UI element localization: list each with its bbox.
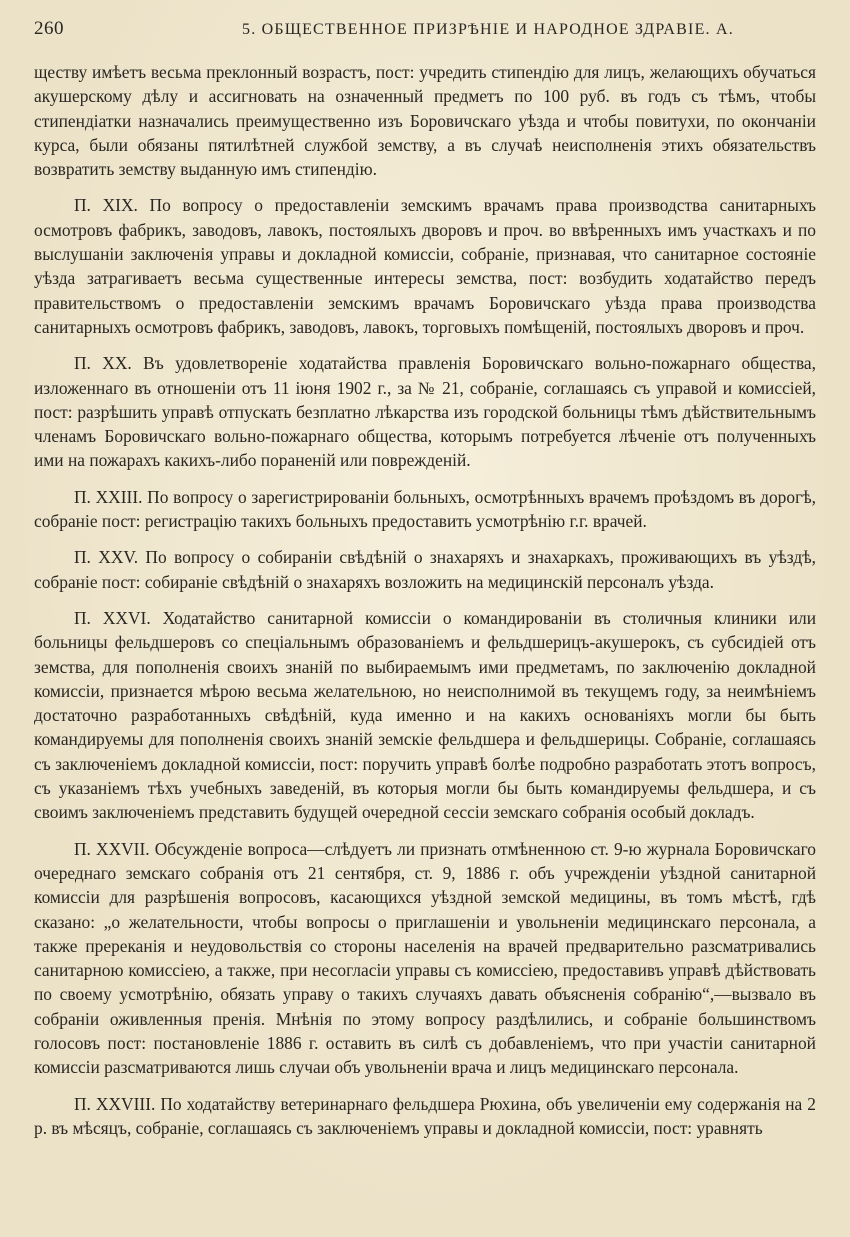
paragraph-item-26: П. XXVI. Ходатайство санитарной комиссіи о командированіи въ столичныя клиники или больницы фельдшеровъ со спеціальнымъ образованіемъ и фельдшерицъ-акушерокъ, съ субсидіей отъ земства, для пополненія своихъ знаній по выбираемымъ ими предметамъ, по заключенію докладной комиссіи, признается мѣрою весьма желательною, но неисполнимой въ текущемъ году, за неимѣніемъ достаточно разработанныхъ свѣдѣній, куда именно и на какихъ основаніяхъ могли бы быть командируемы для пополненія своихъ знаній земскіе фельдшера и фельдшерицы. Собраніе, соглашаясь съ заключеніемъ докладной комиссіи, пост: поручить управѣ болѣе подробно разработать этотъ вопросъ, съ указаніемъ тѣхъ учебныхъ заведеній, въ которыя могли бы быть командируемы фельдшера, и съ своимъ заключеніемъ представить будущей очередной сессіи земскаго собранія особый докладъ. [34, 607, 816, 823]
paragraph-item-25: П. XXV. По вопросу о собираніи свѣдѣній о знахаряхъ и знахаркахъ, проживающихъ въ уѣздѣ, собраніе пост: собираніе свѣдѣній о знахаряхъ возложить на медицинскій персоналъ уѣзда. [34, 547, 816, 592]
paragraph-item-28: П. XXVIII. По ходатайству ветеринарнаго фельдшера Рюхина, объ увеличеніи ему содержанія на 2 р. въ мѣсяцъ, собраніе, соглашаясь съ заключеніемъ управы и докладной комиссіи, пост: уравнять [34, 1093, 816, 1138]
paragraph-continuation: ществу имѣетъ весьма преклонный возрастъ, пост: учредить стипендію для лицъ, желающихъ обучаться акушерскому дѣлу и ассигновать на означенный предметъ по 100 руб. въ годъ съ тѣмъ, чтобы стипендіатки назначались преимущественно изъ Боровичскаго уѣзда и чтобы повитухи, по окончаніи курса, были обязаны пятилѣтней службой земству, а въ случаѣ неисполненія этихъ обязательствъ возвратить земству выданную имъ стипендію. [34, 62, 816, 180]
paragraph-item-23: П. XXIII. По вопросу о зарегистрированіи больныхъ, осмотрѣнныхъ врачемъ проѣздомъ въ дорогѣ, собраніе пост: регистрацію такихъ больныхъ предоставить усмотрѣнію г.г. врачей. [34, 486, 816, 532]
running-head: 5. ОБЩЕСТВЕННОЕ ПРИЗРѢНІЕ И НАРОДНОЕ ЗДРАВІЕ. А. [242, 21, 734, 38]
paragraph-item-19: П. XIX. По вопросу о предоставленіи земскимъ врачамъ права производства санитарныхъ осмотровъ фабрикъ, заводовъ, лавокъ, постоялыхъ дворовъ и проч. во ввѣренныхъ имъ участкахъ и по выслушаніи заключенія управы и докладной комиссіи, собраніе, признавая, что санитарное состояніе уѣзда затрагиваетъ весьма существенные интересы земства, пост: возбудить ходатайство передъ правительствомъ о предоставленіи земскимъ врачамъ Боровичскаго уѣзда права производства санитарныхъ осмотровъ фабрикъ, заводовъ, лавокъ, торговыхъ помѣщеній, постоялыхъ дворовъ и проч. [34, 195, 816, 337]
page-number: 260 [34, 18, 64, 39]
paragraph-item-27: П. XXVII. Обсужденіе вопроса—слѣдуетъ ли признать отмѣненною ст. 9-ю журнала Боровичскаго очереднаго земскаго собранія отъ 21 сентября, ст. 9, 1886 г. объ учрежденіи уѣздной санитарной комиссіи для разрѣшенія вопросовъ, касающихся уѣздной земской медицины, въ томъ мѣстѣ, гдѣ сказано: „о желательности, чтобы вопросы о приглашеніи и увольненіи медицинскаго персонала, а также пререканія и неудовольствія со стороны населенія на врачей предварительно разсматривались санитарною комиссіею, а также, при несогласіи управы съ комиссіею, предоставивъ управѣ дѣйствовать по своему усмотрѣнію, обязать управу о такихъ случаяхъ давать объясненія собранію“,—вызвало въ собраніи оживленныя пренія. Мнѣнія по этому вопросу раздѣлились, и собраніе большинствомъ голосовъ пост: постановленіе 1886 г. оставить въ силѣ съ добавленіемъ, что при участіи санитарной комиссіи разсматриваются лишь случаи объ увольненіи врача и лицъ медицинскаго персонала. [34, 838, 816, 1078]
body-text [34, 60, 816, 1140]
page-header [34, 18, 816, 48]
paragraph-item-20: П. XX. Въ удовлетвореніе ходатайства правленія Боровичскаго вольно-пожарнаго общества, изложеннаго въ отношеніи отъ 11 іюня 1902 г., за № 21, собраніе, соглашаясь съ управой и комиссіей, пост: разрѣшить управѣ отпускать безплатно лѣкарства изъ городской больницы тѣмъ дѣйствительнымъ членамъ Боровичскаго вольно-пожарнаго общества, которымъ потребуется лѣченіе отъ полученныхъ ими на пожарахъ какихъ-либо пораненій или поврежденій. [34, 353, 816, 471]
